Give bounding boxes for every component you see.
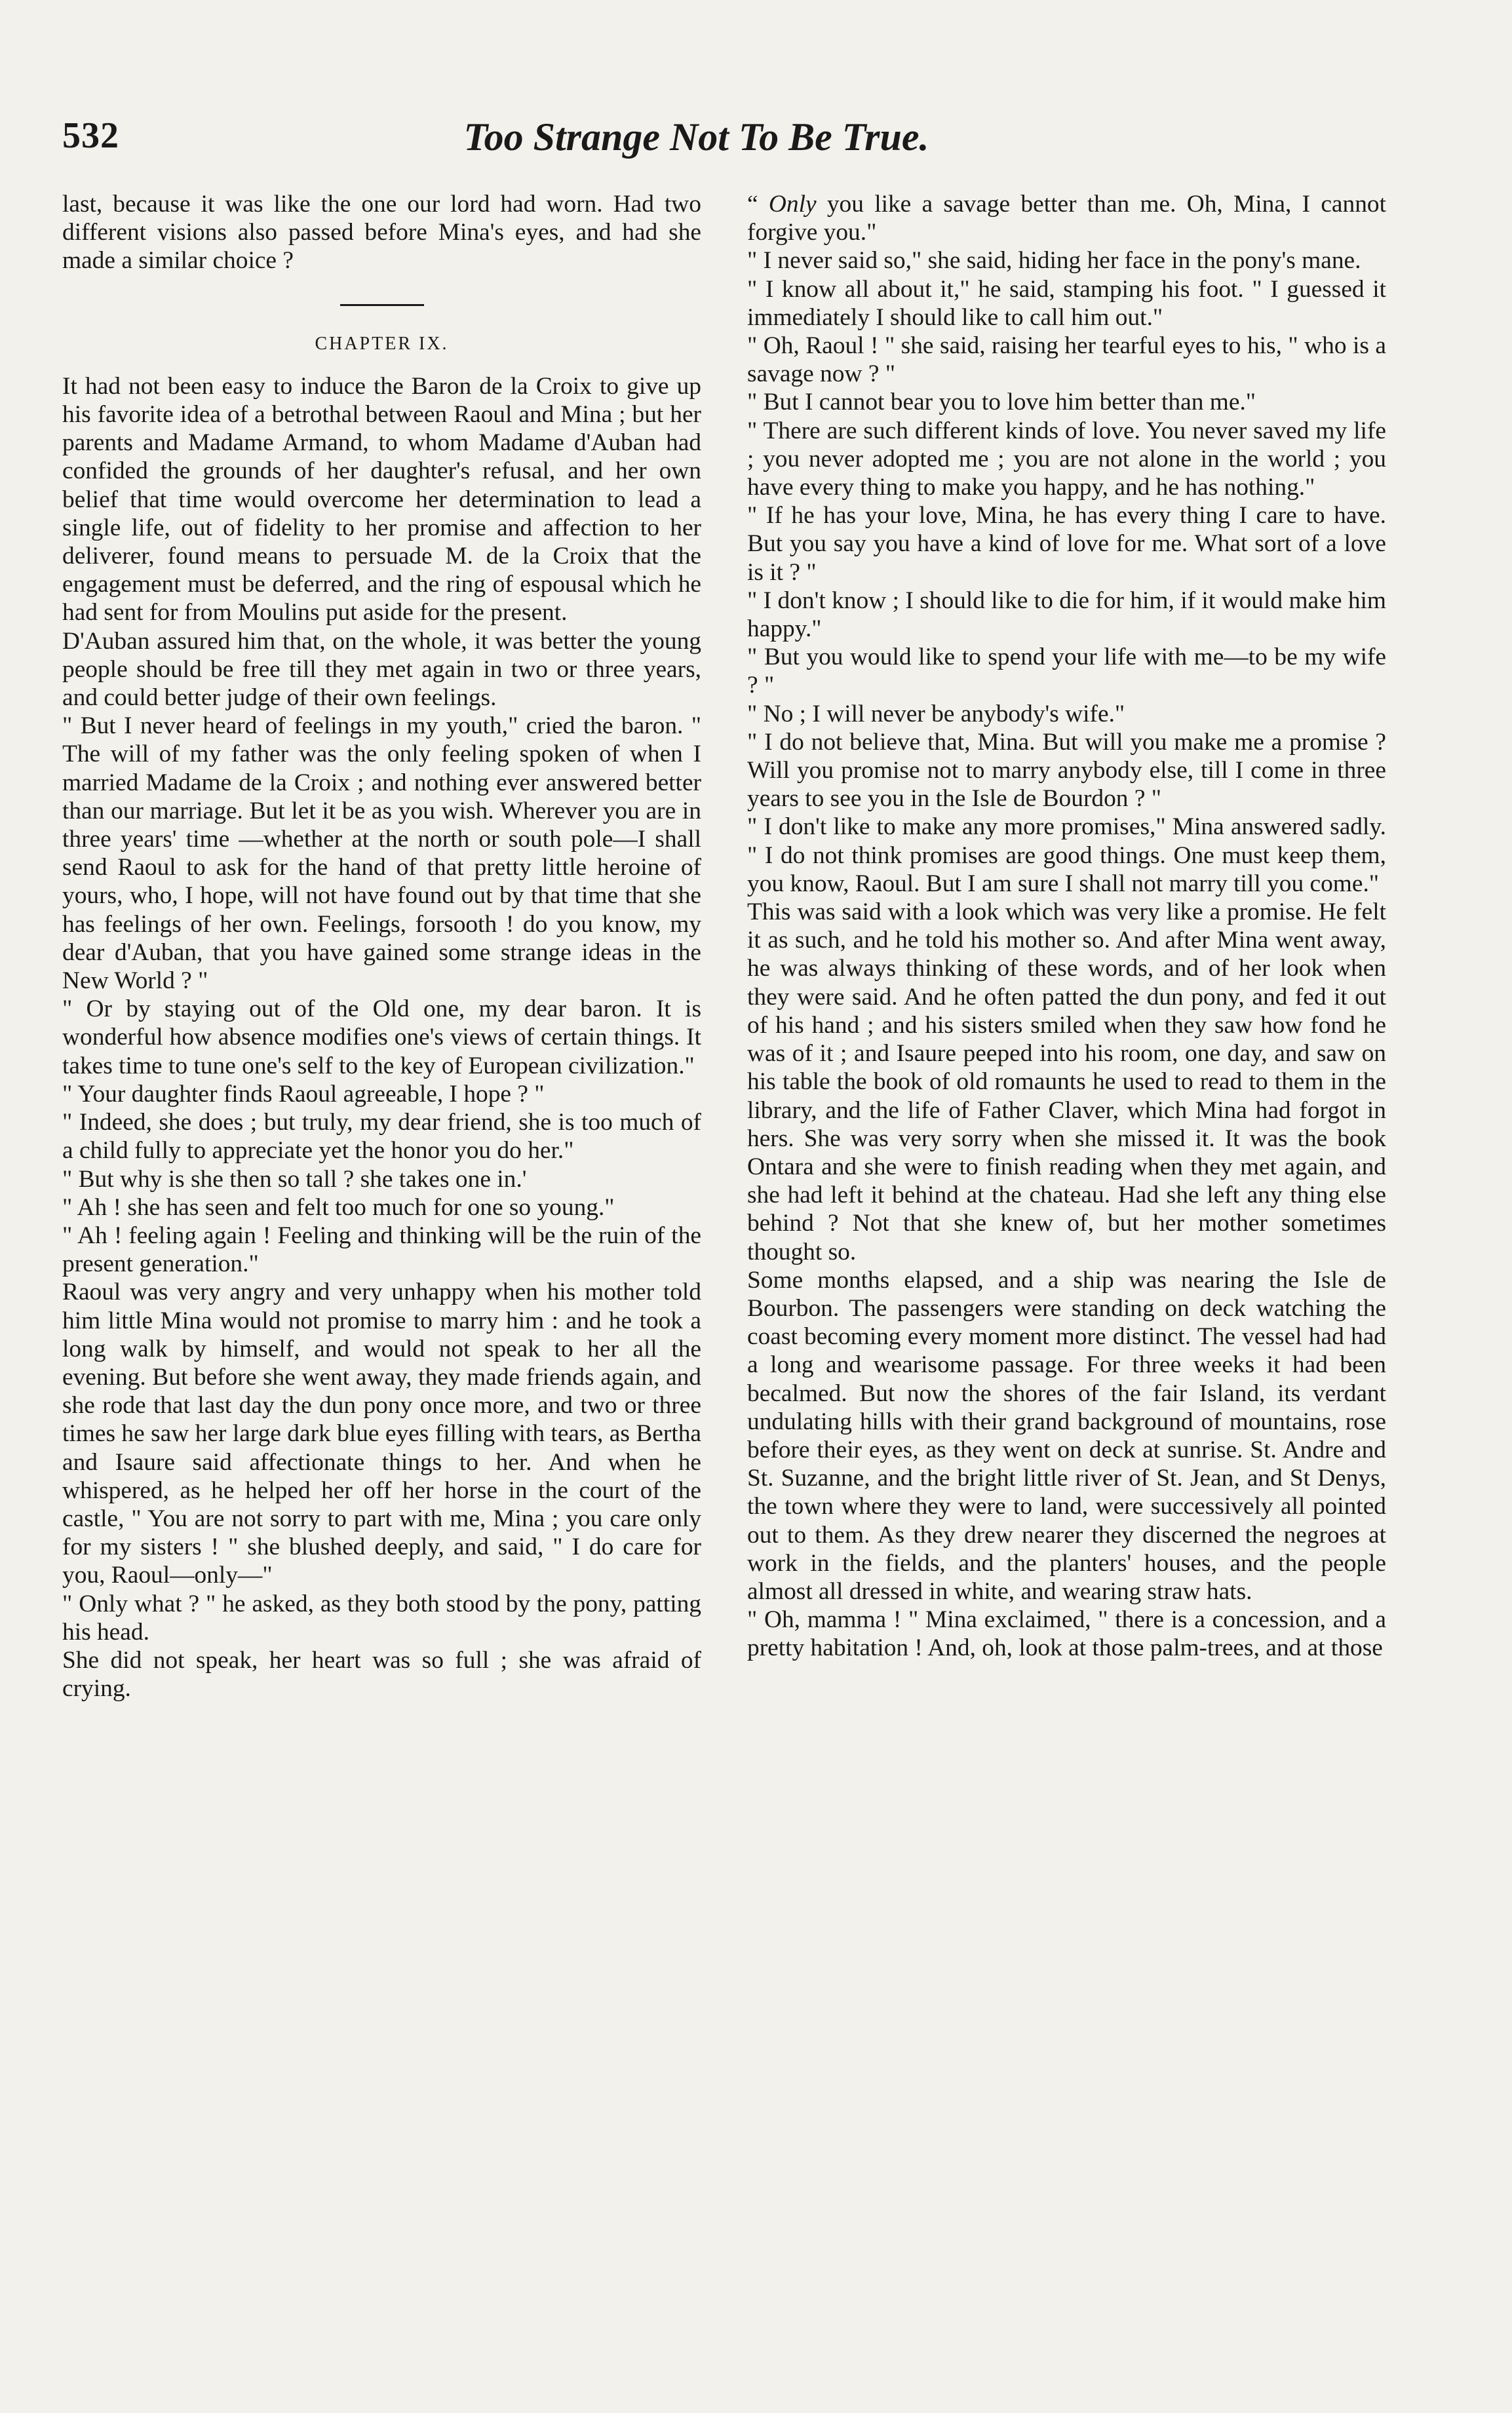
paragraph: " Your daughter finds Raoul agreeable, I hope ? " <box>62 1080 545 1108</box>
paragraph: " If he has your love, Mina, he has every thing I care to have. But you say you have a kind of love for me. What sort of a love is it ? " <box>747 502 1386 586</box>
paragraph: " Ah ! she has seen and felt too much for one so young." <box>62 1193 615 1221</box>
page-header <box>62 115 1330 167</box>
paragraph: " But I never heard of feelings in my youth," cried the baron. " The will of my father was the only feeling spoken of when I married Madame de la Croix ; and nothing ever answered better than our marriage. But let it be as you wish. Wherever you are in three years' time —whether at the north or south pole—I shall send Raoul to ask for the hand of that pretty little heroine of yours, who, I hope, will not have found out by that time that she has feelings of her own. Feelings, forsooth ! do you know, my dear d'Auban, that you have gained some strange ideas in the New World ? " <box>62 712 701 995</box>
paragraph: " I don't know ; I should like to die for him, if it would make him happy." <box>747 587 1386 643</box>
paragraph: " I do not believe that, Mina. But will you make me a promise ? Will you promise not to marry anybody else, till I come in three years to see you in the Isle de Bourdon ? " <box>747 728 1386 813</box>
chapter-heading: CHAPTER IX. <box>315 333 449 354</box>
paragraph: " Or by staying out of the Old one, my dear baron. It is wonderful how absence modifies one's views of certain things. It takes time to tune one's self to the key of European civilization." <box>62 995 701 1079</box>
section-divider <box>340 304 424 306</box>
paragraph-text: you like a savage better than me. Oh, Mina, I cannot forgive you." <box>747 191 1386 246</box>
paragraph: “ Only you like a savage better than me. Oh, Mina, I cannot forgive you." <box>747 191 1386 246</box>
paragraph: " No ; I will never be anybody's wife." <box>747 700 1125 727</box>
paragraph: D'Auban assured him that, on the whole, it was better the young people should be free till they met again in two or three years, and could better judge of their own feelings. <box>62 627 701 712</box>
paragraph: " There are such different kinds of love. You never saved my life ; you never adopted me ; you are not alone in the world ; you have every thing to make you happy, and he has nothing." <box>747 417 1386 501</box>
paragraph: last, because it was like the one our lord had worn. Had two different visions also passed before Mina's eyes, and had she made a similar choice ? <box>62 191 701 275</box>
paragraph: " I know all about it," he said, stamping his foot. " I guessed it immediately I should like to call him out." <box>747 275 1386 331</box>
page-number: 532 <box>62 115 119 156</box>
paragraph: " But why is she then so tall ? she takes one in.' <box>62 1165 527 1193</box>
paragraph: " I don't like to make any more promises," Mina answered sadly. " I do not think promises are good things. One must keep them, you know, Raoul. But I am sure I shall not marry till you come." <box>747 813 1386 897</box>
paragraph: This was said with a look which was very like a promise. He felt it as such, and he told his mother so. And after Mina went away, he was always thinking of these words, and of her look when they were said. And he often patted the dun pony, and fed it out of his hand ; and his sisters smiled when they saw how fond he was of it ; and Isaure peeped into his room, one day, and saw on his table the book of old romaunts he used to read to them in the library, and the life of Father Claver, which Mina had forgot in hers. She was very sorry when she missed it. It was the book Ontara and she were to finish reading when they met again, and she had left it behind at the chateau. Had she left any thing else behind ? Not that she knew of, but her mother sometimes thought so. <box>747 898 1386 1265</box>
paragraph: It had not been easy to induce the Baron de la Croix to give up his favorite idea of a betrothal between Raoul and Mina ; but her parents and Madame Armand, to whom Madame d'Auban had confided the grounds of her daughter's refusal, and her own belief that time would overcome her determination to lead a single life, out of fidelity to her promise and affection to her deliverer, found means to persuade M. de la Croix that the engagement must be deferred, and the ring of espousal which he had sent for from Moulins put aside for the present. <box>62 372 701 627</box>
right-column <box>747 190 1386 1663</box>
paragraph: " But you would like to spend your life with me—to be my wife ? " <box>747 644 1386 699</box>
paragraph: She did not speak, her heart was so full ; she was afraid of crying. <box>62 1646 701 1703</box>
paragraph: Raoul was very angry and very unhappy when his mother told him little Mina would not promise to marry him : and he took a long walk by himself, and would not speak to her all the evening. But before she went away, they made friends again, and she rode that last day the dun pony once more, and two or three times he saw her large dark blue eyes filling with tears, as Bertha and Isaure said affectionate things to her. And when he whispered, as he helped her off her horse in the court of the castle, " You are not sorry to part with me, Mina ; you care only for my sisters ! " she blushed deeply, and said, " I do care for you, Raoul—only—" <box>62 1279 701 1589</box>
paragraph: " But I cannot bear you to love him better than me." <box>747 389 1256 416</box>
emphasized-word: Only <box>768 191 817 218</box>
left-column <box>62 190 701 1703</box>
paragraph: " Indeed, she does ; but truly, my dear friend, she is too much of a child fully to appreciate yet the honor you do her." <box>62 1109 701 1165</box>
paragraph: " Oh, mamma ! " Mina exclaimed, " there is a concession, and a pretty habitation ! And, oh, look at those palm-trees, and at those <box>747 1606 1386 1662</box>
running-title: Too Strange Not To Be True. <box>463 115 929 159</box>
paragraph: " Only what ? " he asked, as they both stood by the pony, patting his head. <box>62 1590 701 1646</box>
paragraph: " I never said so," she said, hiding her face in the pony's mane. <box>747 247 1361 275</box>
paragraph: " Oh, Raoul ! " she said, raising her tearful eyes to his, " who is a savage now ? " <box>747 332 1386 388</box>
paragraph: Some months elapsed, and a ship was nearing the Isle de Bourbon. The passengers were standing on deck watching the coast becoming every moment more distinct. The vessel had had a long and wearisome passage. For three weeks it had been becalmed. But now the shores of the fair Island, its verdant undulating hills with their grand background of mountains, rose before their eyes, as they went on deck at sunrise. St. Andre and St. Suzanne, and the bright little river of St. Jean, and St Denys, the town where they were to land, were successively all pointed out to them. As they drew nearer they discerned the negroes at work in the fields, and the planters' houses, and the people almost all dressed in white, and wearing straw hats. <box>747 1266 1386 1605</box>
paragraph: " Ah ! feeling again ! Feeling and thinking will be the ruin of the present generation." <box>62 1222 701 1278</box>
